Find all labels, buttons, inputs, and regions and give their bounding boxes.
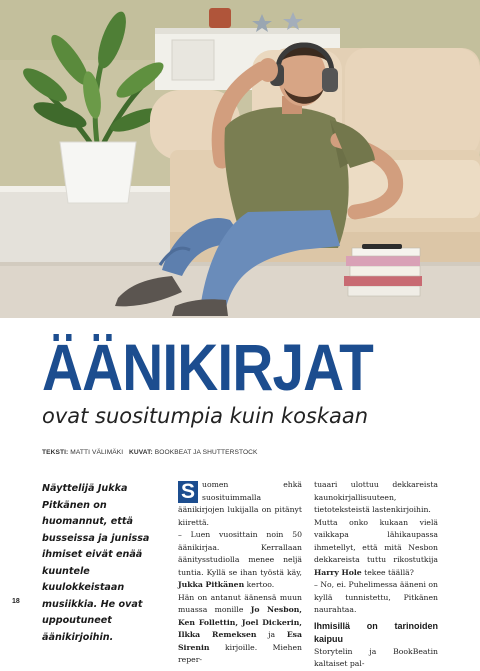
- body-column-3: [314, 479, 438, 671]
- col2-paragraph-2: [178, 529, 302, 592]
- credits-text-author: MATTI VÄLIMÄKI: [70, 449, 124, 456]
- col2-paragraph-1: [178, 479, 302, 529]
- photo-books: [344, 244, 422, 296]
- photo-pot: [60, 142, 136, 203]
- col3-paragraph-3: – No, ei. Puhelimessa ääneni on kyllä tunnistettu, Pitkänen naurahtaa.: [314, 580, 438, 614]
- col2-p3-end: kirjoille. Miehen reper-: [178, 642, 302, 664]
- col3-p2-end: tekee täällä?: [364, 567, 414, 577]
- subheadline: ovat suositumpia kuin koskaan: [42, 404, 369, 428]
- lead-paragraph: Näyttelijä Jukka Pitkänen on huomannut, että busseissa ja junissa ihmiset eivät enää kuuntele kuulokkeistaan musiikkia. He ovat uppoutuneet äänikirjoihin.: [42, 483, 150, 643]
- credits-photo-source: BOOKBEAT JA SHUTTERSTOCK: [154, 449, 258, 456]
- credits-photo-label: KUVAT:: [129, 449, 153, 456]
- col2-p2-end: kertoo.: [246, 580, 275, 589]
- col3-paragraph-1: tuaari ulottuu dekkareista kaunokirjallisuuteen, tietoteksteistä lastenkirjoihin.: [314, 480, 438, 514]
- headline: ÄÄNIKIRJAT: [42, 330, 373, 404]
- col2-p1-text: uomen ehkä suosituimmalla äänikirjojen lukijalla on pitänyt kiirettä.: [178, 480, 302, 527]
- col2-p2-name: Jukka Pitkänen: [178, 580, 245, 589]
- col2-p3-start: Hän on antanut äänensä muun muassa monille: [178, 592, 302, 614]
- col3-paragraph-4: Storytelin ja BookBeatin kaltaiset pal-: [314, 646, 438, 668]
- credits-text-label: TEKSTI:: [42, 449, 69, 456]
- col2-paragraph-3: [178, 592, 302, 667]
- col3-paragraph-2: [314, 517, 438, 580]
- credits-line: [42, 449, 258, 456]
- col3-p2-name: Harry Hole: [314, 567, 362, 577]
- drop-cap: S: [178, 481, 198, 503]
- col3-subheading: Ihmisillä on tarinoiden kaipuu: [314, 620, 438, 644]
- col2-p3-mid: ja: [268, 630, 276, 639]
- page-number: 18: [12, 598, 20, 605]
- hero-photo: [0, 0, 480, 318]
- col2-p2-start: – Luen vuosittain noin 50 äänikirjaa. Kerrallaan äänitysstudiolla menee neljä tuntia. Kyllä se ihan työstä käy,: [178, 530, 302, 577]
- col2-p3-names: Jo Nesbon, Ken Follettin, Joel Dickerin, Ilkka Remeksen: [178, 605, 302, 639]
- body-column-2: [178, 479, 302, 667]
- col2-p3-name2: Esa Sirenin: [178, 630, 302, 652]
- photo-vase: [209, 8, 231, 28]
- col3-p2-start: Mutta onko kukaan vielä vaikkapa lähikaupassa ihmetellyt, että mitä Nesbon dekkareista tuttu rikostutkija: [314, 517, 438, 564]
